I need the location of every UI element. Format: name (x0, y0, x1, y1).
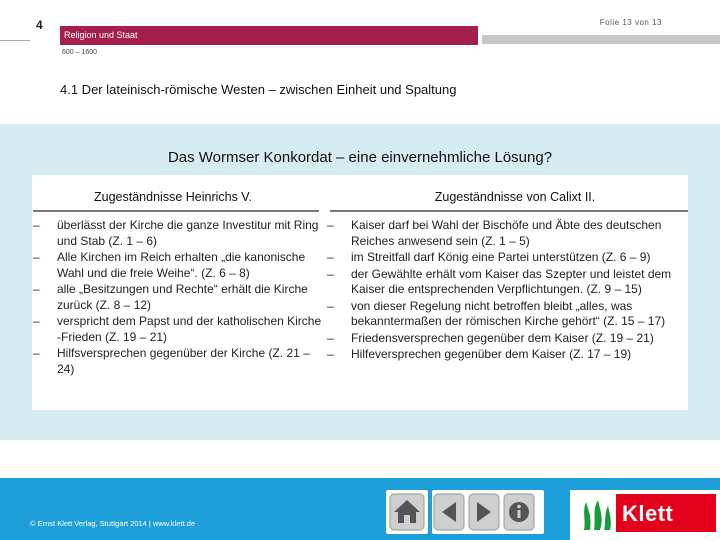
klett-logo[interactable] (616, 494, 716, 532)
bullet-dash: – (33, 218, 40, 232)
bullet-dash: – (33, 346, 40, 360)
list-item-text: Friedensversprechen gegenüber dem Kaiser (Z. 19 – 21) (351, 330, 654, 345)
copyright-notice: © Ernst Klett Verlag, Stuttgart 2014 | www.klett.de (30, 519, 196, 528)
right-column-heading: Zugeständnisse von Calixt II. (434, 190, 596, 204)
header-bar (60, 26, 478, 45)
list-item-text: Hilfsversprechen gegenüber der Kirche (Z. 21 – 24) (57, 346, 310, 376)
bullet-dash: – (327, 298, 334, 313)
list-item (327, 299, 687, 330)
list-item-text: überlässt der Kirche die ganze Investitur mit Ring und Stab (Z. 1 – 6) (57, 218, 319, 248)
list-item (327, 267, 687, 298)
header-left-rule (0, 40, 30, 41)
right-column-rule (330, 210, 688, 212)
list-item (327, 347, 687, 363)
list-item-text: Hilfeversprechen gegenüber dem Kaiser (Z. 17 – 19) (351, 347, 632, 361)
list-item (327, 331, 687, 347)
right-column-list (327, 218, 687, 364)
bullet-dash: – (327, 218, 334, 232)
list-item-text: verspricht dem Papst und der katholischen Kirche -Frieden (Z. 19 – 21) (57, 314, 322, 344)
list-item-text: Alle Kirchen im Reich erhalten „die kanonische Wahl und die freie Weihe“. (Z. 6 – 8) (57, 250, 306, 280)
list-item-text: Kaiser darf bei Wahl der Bischöfe und Äbte des deutschen Reiches anwesend sein (Z. 1 – 5) (351, 218, 662, 248)
chapter-number: 4 (36, 18, 43, 32)
bullet-dash: – (327, 330, 334, 345)
chapter-title: Religion und Staat (64, 30, 138, 40)
list-item-text: von dieser Regelung nicht betroffen bleibt „alles, was bekanntermaßen der römischen Kirche gehört“ (Z. 15 – 17) (351, 298, 666, 328)
bullet-dash: – (327, 250, 334, 264)
list-item-text: der Gewählte erhält vom Kaiser das Szepter und leistet dem Kaiser die entsprechenden Verpflichtungen. (Z. 9 – 15) (351, 266, 672, 296)
bullet-dash: – (327, 347, 334, 361)
period-label: 600 – 1600 (62, 49, 98, 56)
home-button[interactable] (386, 490, 428, 534)
list-item-text: alle „Besitzungen und Rechte“ erhält die Kirche zurück (Z. 8 – 12) (57, 282, 308, 312)
list-item (33, 250, 323, 281)
info-icon (502, 490, 536, 534)
list-item (327, 218, 687, 249)
list-item (33, 346, 323, 377)
list-item-text: im Streitfall darf König eine Partei unterstützen (Z. 6 – 9) (351, 250, 651, 264)
klett-tree-logo-icon (576, 496, 616, 536)
back-arrow-icon (432, 490, 466, 534)
header-gray-bar (482, 35, 720, 44)
list-item (33, 282, 323, 313)
forward-arrow-icon (467, 490, 501, 534)
bullet-dash: – (33, 282, 40, 296)
slide-title: Das Wormser Konkordat – eine einvernehmliche Lösung? (167, 149, 553, 166)
info-button[interactable] (502, 490, 544, 534)
bullet-dash: – (33, 314, 40, 328)
home-icon (386, 490, 428, 534)
left-column-rule (33, 210, 319, 212)
left-column-list (33, 218, 323, 378)
list-item (327, 250, 687, 266)
left-column-heading: Zugeständnisse Heinrichs V. (94, 190, 252, 204)
list-item (33, 314, 323, 345)
logo-text: Klett (622, 501, 674, 526)
bullet-dash: – (33, 250, 40, 264)
list-item (33, 218, 323, 249)
section-heading: 4.1 Der lateinisch-römische Westen – zwischen Einheit und Spaltung (60, 82, 457, 97)
slide-counter: Folie 13 von 13 (599, 18, 662, 27)
bullet-dash: – (327, 266, 334, 281)
